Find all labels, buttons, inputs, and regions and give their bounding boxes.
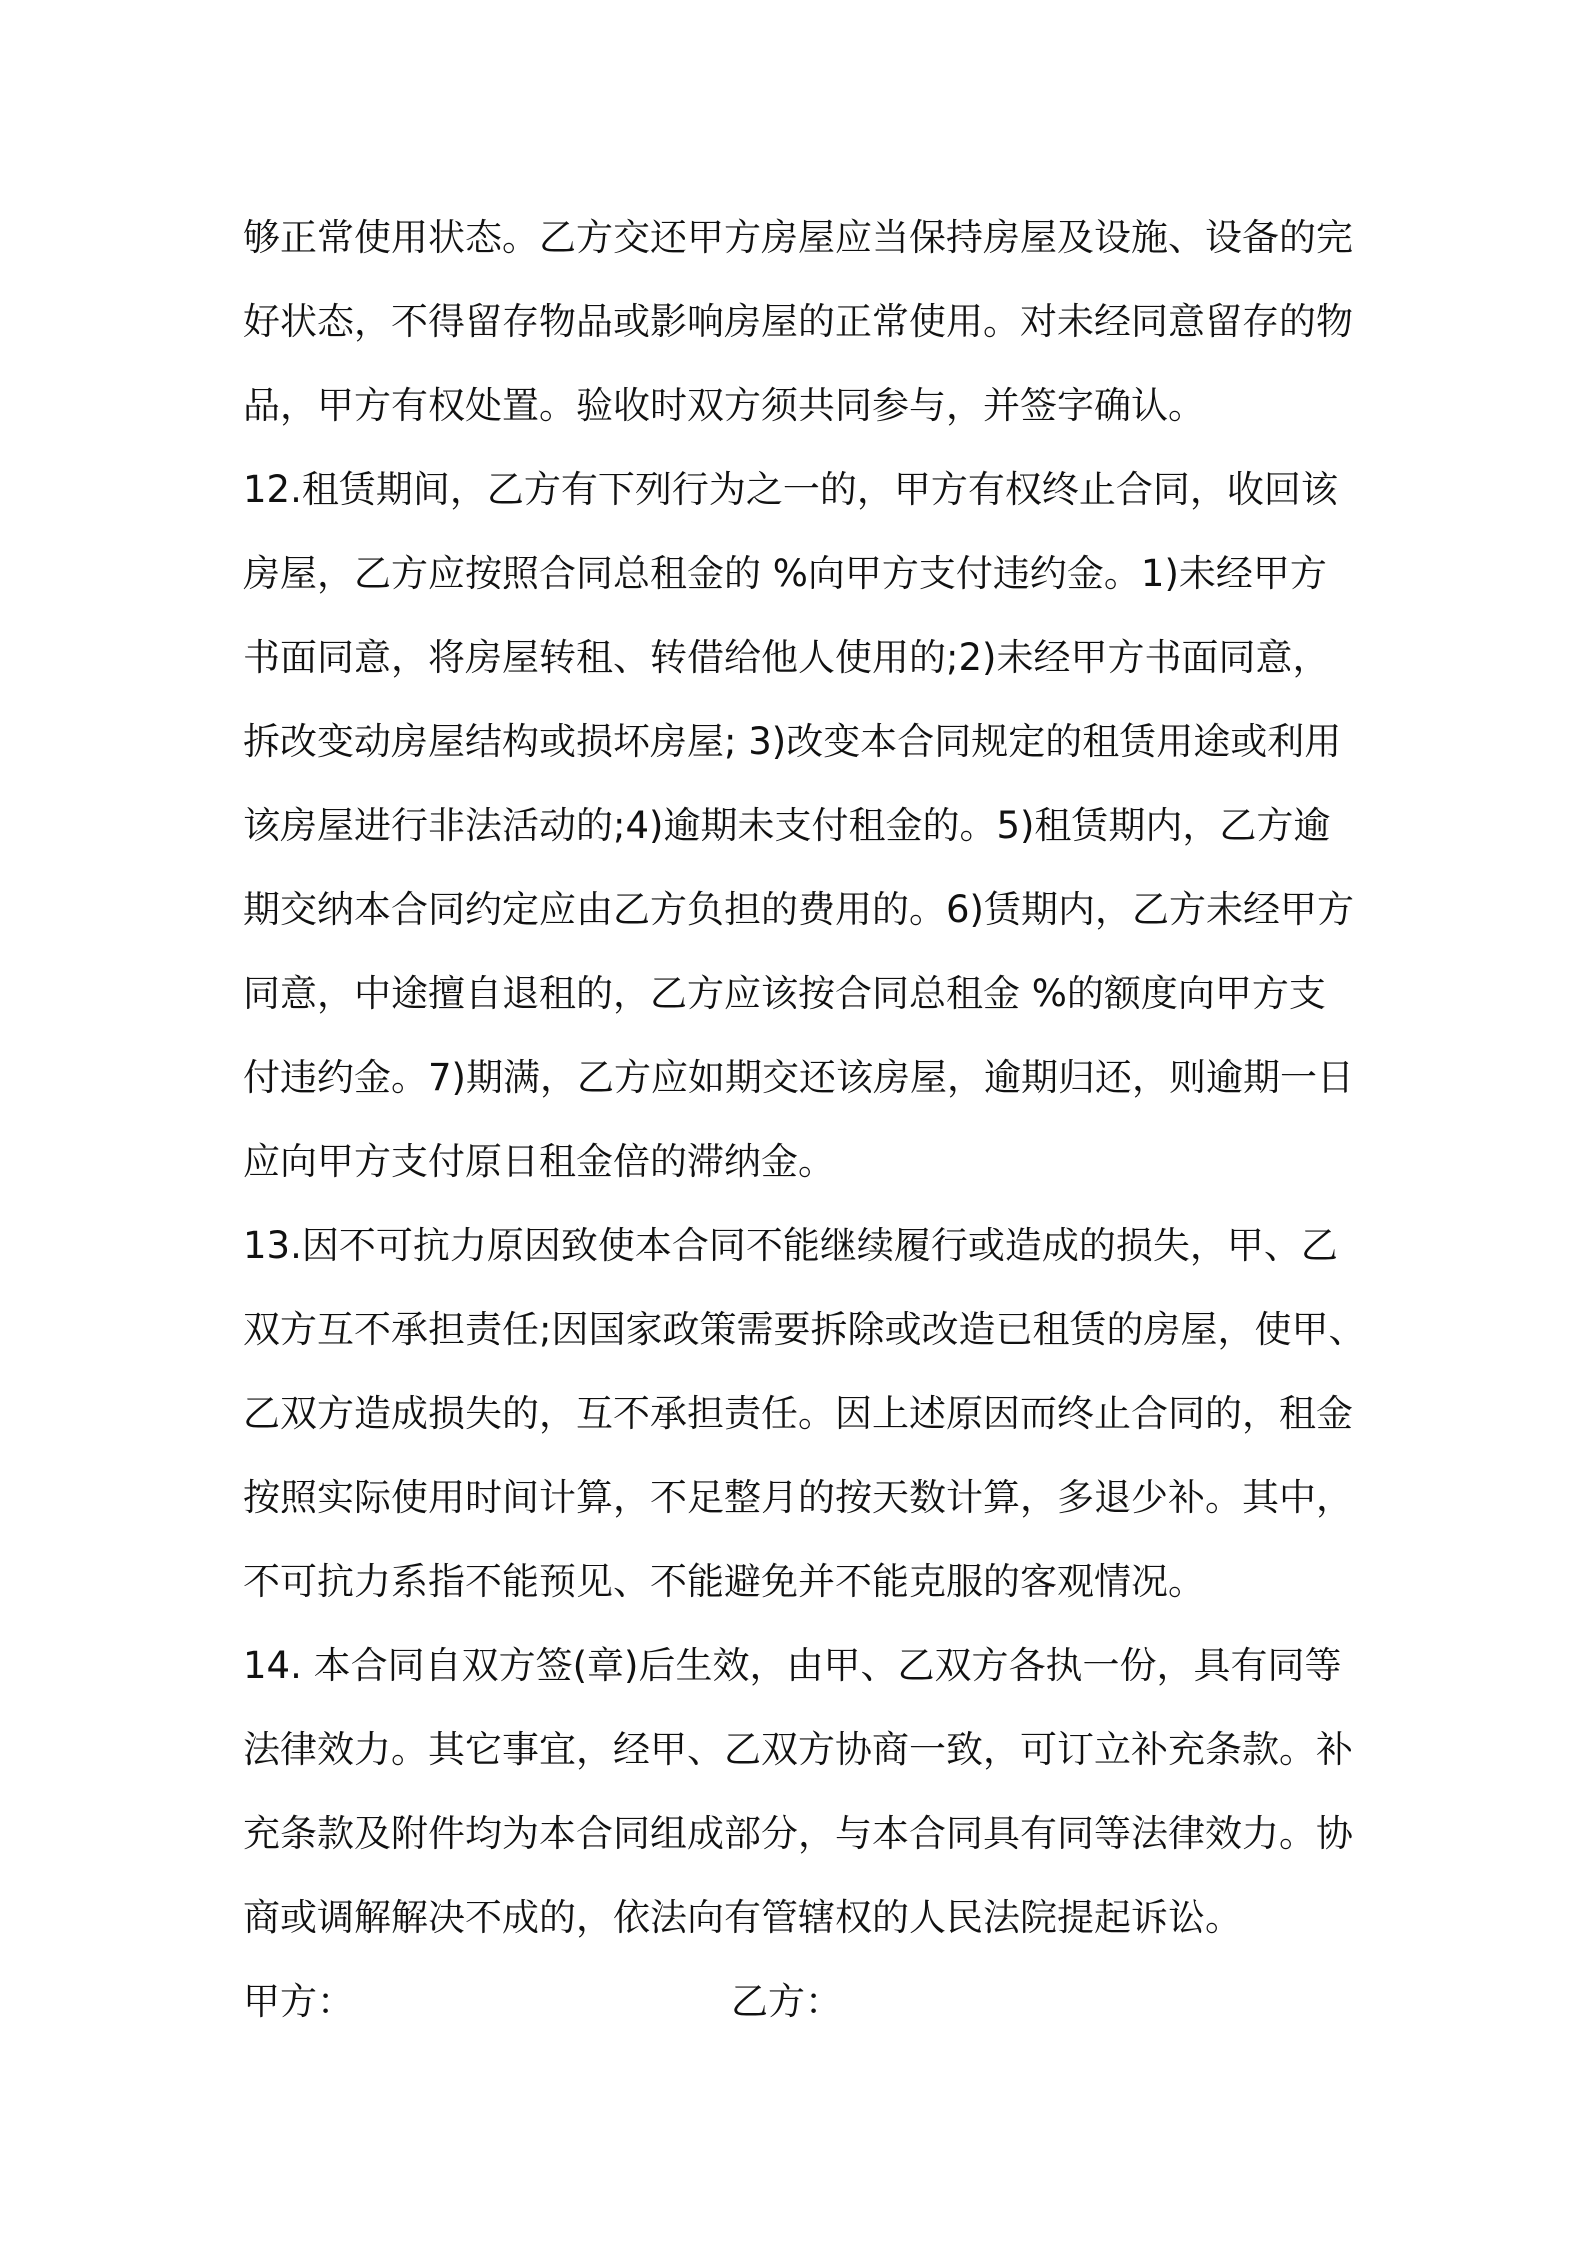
text-line: 法律效力。其它事宜，经甲、乙双方协商一致，可订立补充条款。补 — [243, 1728, 1353, 1771]
text-line: 不可抗力系指不能预见、不能避免并不能克服的客观情况。 — [243, 1560, 1205, 1603]
text-line: 按照实际使用时间计算，不足整月的按天数计算，多退少补。其中， — [243, 1476, 1353, 1519]
text-line: 双方互不承担责任;因国家政策需要拆除或改造已租赁的房屋，使甲、 — [243, 1308, 1366, 1351]
text-line: 书面同意，将房屋转租、转借给他人使用的;2)未经甲方书面同意， — [243, 636, 1330, 679]
text-line: 好状态，不得留存物品或影响房屋的正常使用。对未经同意留存的物 — [243, 300, 1353, 343]
text-line: 商或调解解决不成的，依法向有管辖权的人民法院提起诉讼。 — [243, 1896, 1242, 1939]
text-line: 该房屋进行非法活动的;4)逾期未支付租金的。5)租赁期内，乙方逾 — [243, 804, 1331, 847]
text-line: 够正常使用状态。乙方交还甲方房屋应当保持房屋及设施、设备的完 — [243, 216, 1353, 259]
party-a-signature-label: 甲方： — [243, 1980, 354, 2023]
text-line: 应向甲方支付原日租金倍的滞纳金。 — [243, 1140, 835, 1183]
text-line: 拆改变动房屋结构或损坏房屋; 3)改变本合同规定的租赁用途或利用 — [243, 720, 1342, 763]
text-line: 充条款及附件均为本合同组成部分，与本合同具有同等法律效力。协 — [243, 1812, 1353, 1855]
clause-13-start: 13.因不可抗力原因致使本合同不能继续履行或造成的损失，甲、乙 — [243, 1224, 1338, 1267]
text-line: 乙双方造成损失的，互不承担责任。因上述原因而终止合同的，租金 — [243, 1392, 1353, 1435]
text-line: 期交纳本合同约定应由乙方负担的费用的。6)赁期内，乙方未经甲方 — [243, 888, 1354, 931]
text-line: 品，甲方有权处置。验收时双方须共同参与，并签字确认。 — [243, 384, 1205, 427]
text-line: 付违约金。7)期满，乙方应如期交还该房屋，逾期归还，则逾期一日 — [243, 1056, 1354, 1099]
clause-12-start: 12.租赁期间，乙方有下列行为之一的，甲方有权终止合同，收回该 — [243, 468, 1338, 511]
text-line: 房屋，乙方应按照合同总租金的 %向甲方支付违约金。1)未经甲方 — [243, 552, 1327, 595]
text-line: 同意，中途擅自退租的，乙方应该按合同总租金 %的额度向甲方支 — [243, 972, 1326, 1015]
party-b-signature-label: 乙方： — [731, 1980, 842, 2023]
clause-14-start: 14. 本合同自双方签(章)后生效，由甲、乙双方各执一份，具有同等 — [243, 1644, 1342, 1687]
